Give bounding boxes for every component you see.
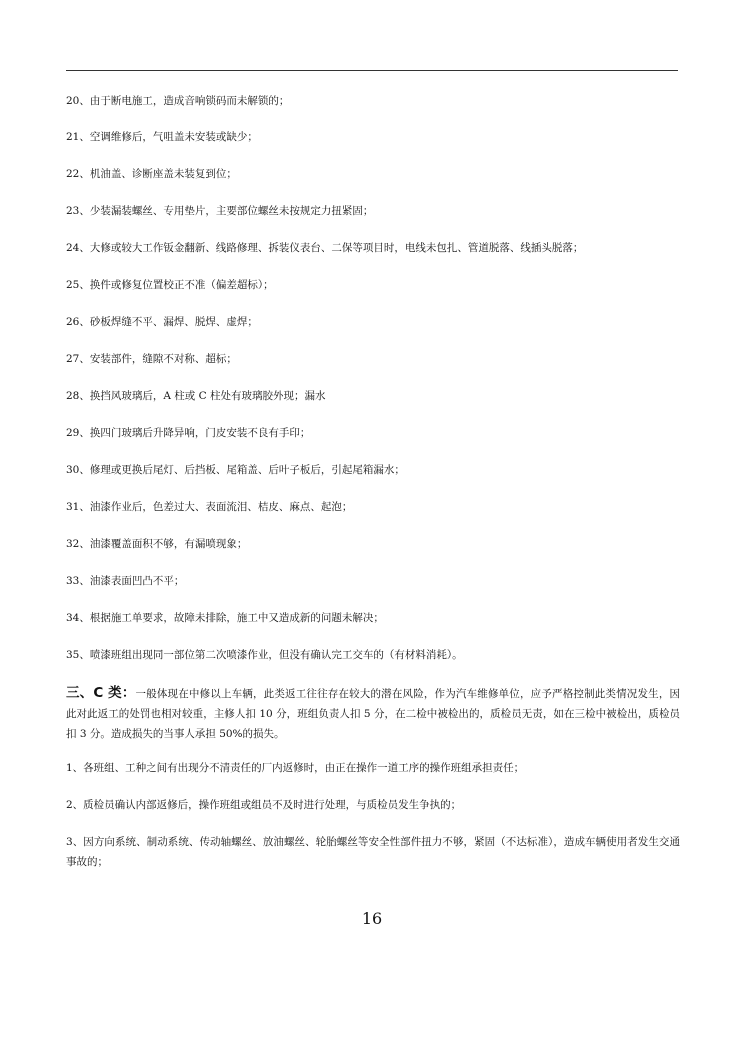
- list-item-33: 33、油漆表面凹凸不平；: [66, 575, 185, 587]
- header-rule: [66, 70, 678, 71]
- list-item-24: 24、大修或较大工作钣金翻新、线路修理、拆装仪表台、二保等项目时，电线未包扎、管道脱落、线插头脱落；: [66, 242, 584, 254]
- list-item-31: 31、油漆作业后，色差过大、表面流泪、桔皮、麻点、起泡；: [66, 501, 353, 513]
- section-c-item-2: 2、质检员确认内部返修后，操作班组或组员不及时进行处理，与质检员发生争执的；: [66, 799, 462, 811]
- list-item-25: 25、换件或修复位置校正不准（偏差超标）；: [66, 279, 274, 291]
- list-item-34: 34、根据施工单要求，故障未排除，施工中又造成新的问题未解决；: [66, 612, 384, 624]
- section-c-heading: 三、C 类：: [66, 685, 136, 701]
- page-number: 16: [361, 909, 383, 928]
- list-item-26: 26、砂板焊缝不平、漏焊、脱焊、虚焊；: [66, 316, 258, 328]
- list-item-22: 22、机油盖、诊断座盖未装复到位；: [66, 168, 237, 180]
- section-c-paragraph: [66, 683, 680, 744]
- list-item-23: 23、少装漏装螺丝、专用垫片，主要部位螺丝未按规定力扭紧固；: [66, 205, 374, 217]
- list-item-20: 20、由于断电施工，造成音响锁码而未解锁的；: [66, 95, 290, 107]
- list-item-27: 27、安装部件，缝隙不对称、超标；: [66, 353, 237, 365]
- list-item-29: 29、换四门玻璃后升降异响，门皮安装不良有手印；: [66, 427, 311, 439]
- section-c-item-1: 1、各班组、工种之间有出现分不清责任的厂内返修时，由正在操作一道工序的操作班组承担责任；: [66, 762, 525, 774]
- list-item-32: 32、油漆覆盖面积不够，有漏喷现象；: [66, 538, 248, 550]
- list-item-21: 21、空调维修后，气咀盖未安装或缺少；: [66, 131, 258, 143]
- section-c-intro: 一般体现在中修以上车辆，此类返工往往存在较大的潜在风险，作为汽车维修单位，应予严格控制此类情况发生，因此对此返工的处罚也相对较重，主修人扣 10 分，班组负责人扣 5 分，在二检中被检出的，质检员无责，如在三检中被检出，质检员扣 3 分。造成损失的当事人承担 50%的损失。: [66, 688, 681, 740]
- list-item-28: 28、换挡风玻璃后，A 柱或 C 柱处有玻璃胶外现；漏水: [66, 390, 326, 402]
- list-item-30: 30、修理或更换后尾灯、后挡板、尾箱盖、后叶子板后，引起尾箱漏水；: [66, 464, 405, 476]
- section-c-item-3: 3、因方向系统、制动系统、传动轴螺丝、放油螺丝、轮胎螺丝等安全性部件扭力不够，紧固（不达标准），造成车辆使用者发生交通事故的；: [66, 836, 680, 868]
- list-item-35: 35、喷漆班组出现同一部位第二次喷漆作业，但没有确认完工交车的（有材料消耗）。: [66, 649, 463, 661]
